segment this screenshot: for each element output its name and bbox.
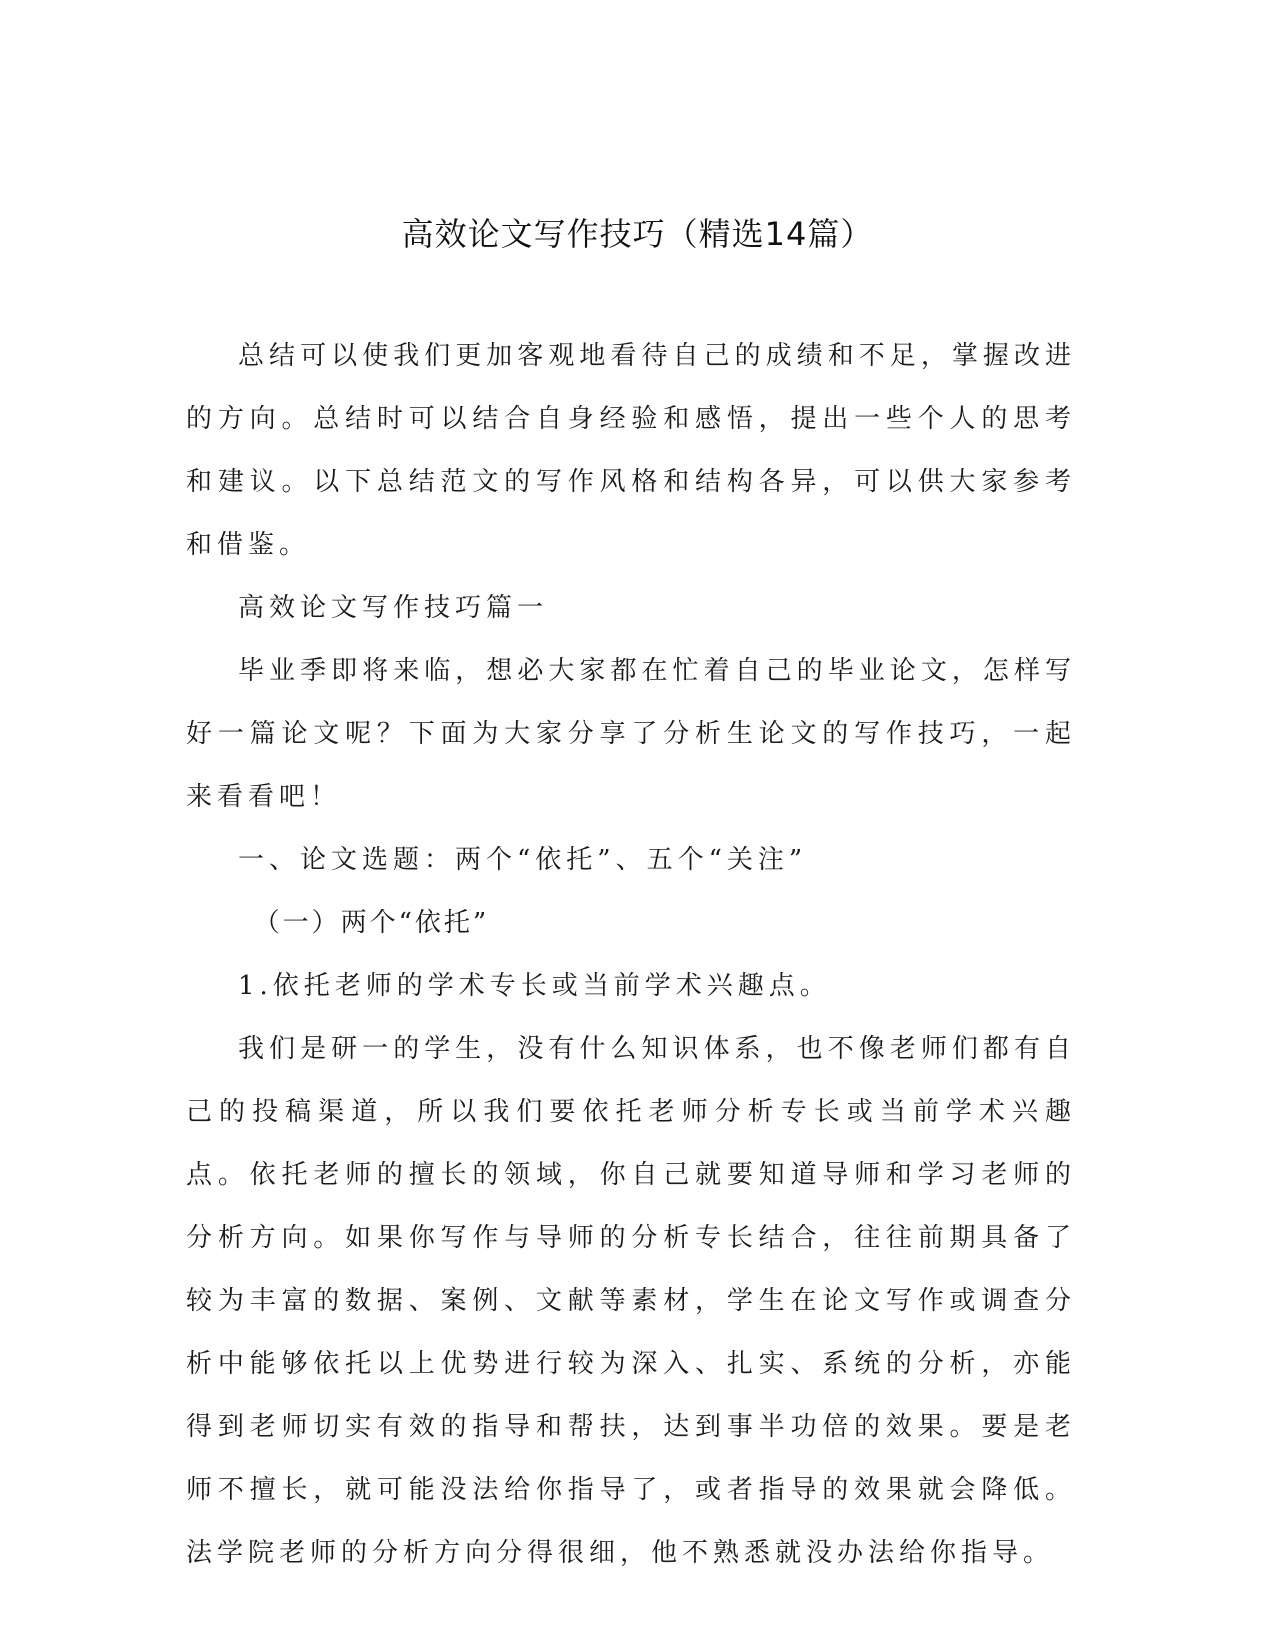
sub-subsection-heading: （一）两个“依托” bbox=[253, 908, 490, 938]
body-paragraph: 毕业季即将来临，想必大家都在忙着自己的毕业论文，怎样写好一篇论文呢？下面为大家分享了分析生论文的写作技巧，一起来看看吧！ bbox=[186, 656, 1076, 812]
subsection-heading: 一、论文选题：两个“依托”、五个“关注” bbox=[238, 845, 808, 875]
document-title: 高效论文写作技巧（精选14篇） bbox=[401, 215, 874, 253]
body-paragraph: 我们是研一的学生，没有什么知识体系，也不像老师们都有自己的投稿渠道，所以我们要依托老师分析专长或当前学术兴趣点。依托老师的擅长的领域，你自己就要知道导师和学习老师的分析方向。如果你写作与导师的分析专长结合，往往前期具备了较为丰富的数据、案例、文献等素材，学生在论文写作或调查分析中能够依托以上优势进行较为深入、扎实、系统的分析，亦能得到老师切实有效的指导和帮扶，达到事半功倍的效果。要是老师不擅长，就可能没法给你指导了，或者指导的效果就会降低。法学院老师的分析方向分得很细，他不熟悉就没办法给你指导。 bbox=[186, 1034, 1076, 1568]
intro-paragraph: 总结可以使我们更加客观地看待自己的成绩和不足，掌握改进的方向。总结时可以结合自身经验和感悟，提出一些个人的思考和建议。以下总结范文的写作风格和结构各异，可以供大家参考和借鉴。 bbox=[186, 341, 1076, 560]
numbered-point: 1.依托老师的学术专长或当前学术兴趣点。 bbox=[238, 971, 831, 1001]
section-heading: 高效论文写作技巧篇一 bbox=[238, 593, 549, 623]
document-body bbox=[186, 325, 1076, 1585]
